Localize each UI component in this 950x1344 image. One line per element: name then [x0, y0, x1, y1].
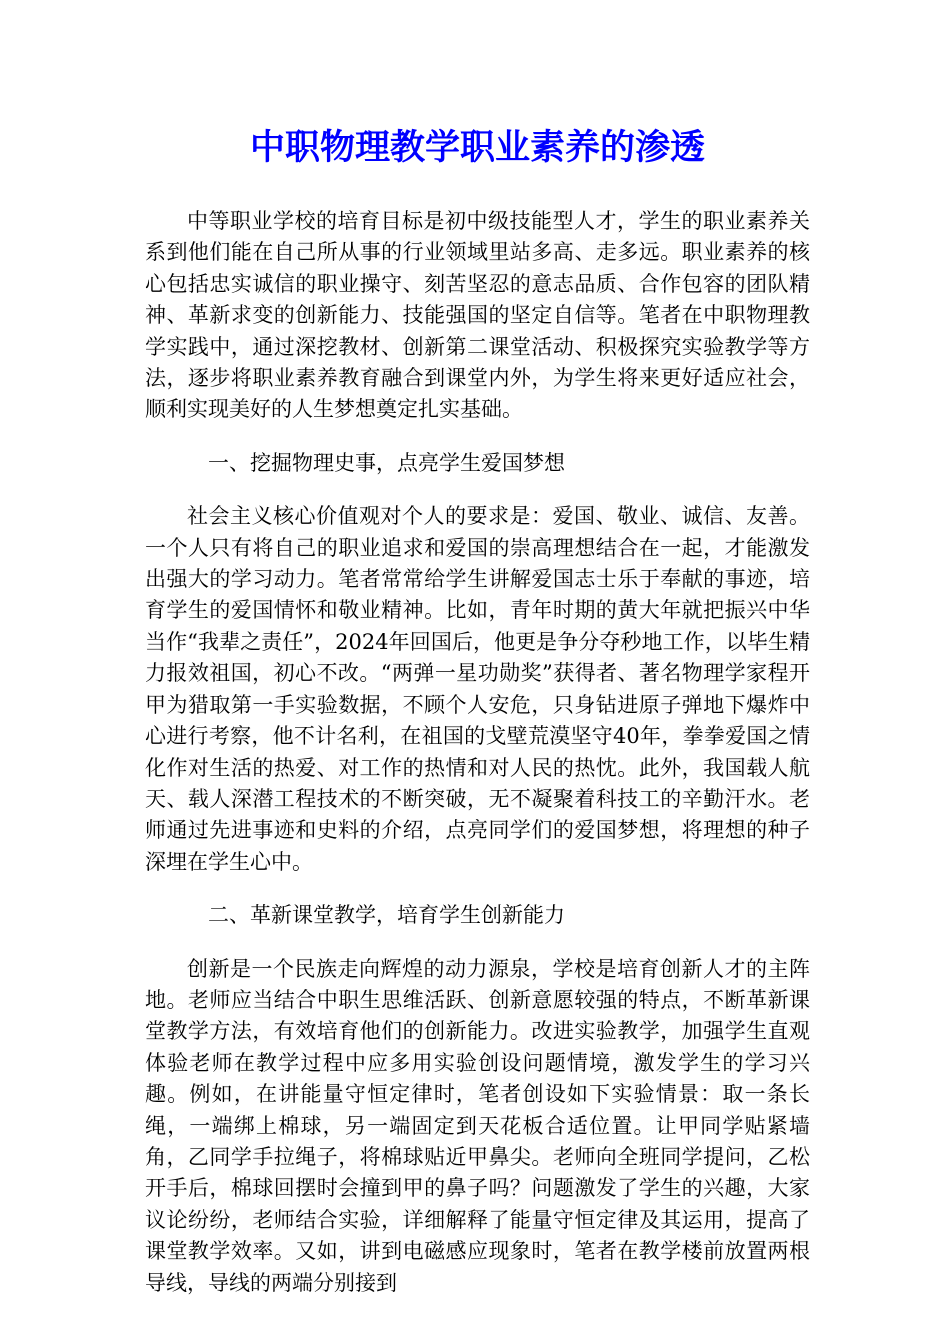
section-2-paragraph: 创新是一个民族走向辉煌的动力源泉，学校是培育创新人才的主阵地。老师应当结合中职生思维活跃、创新意愿较强的特点，不断革新课堂教学方法，有效培育他们的创新能力。改进实验教学，加强学生直观体验老师在教学过程中应多用实验创设问题情境，激发学生的学习兴趣。例如，在讲能量守恒定律时，笔者创设如下实验情景：取一条长绳，一端绑上棉球，另一端固定到天花板合适位置。让甲同学贴紧墙角，乙同学手拉绳子，将棉球贴近甲鼻尖。老师向全班同学提问，乙松开手后，棉球回摆时会撞到甲的鼻子吗？问题激发了学生的兴趣，大家议论纷纷，老师结合实验，详细解释了能量守恒定律及其运用，提高了课堂教学效率。又如，讲到电磁感应现象时，笔者在教学楼前放置两根导线，导线的两端分别接到: [145, 956, 810, 1295]
section-1-paragraph: 社会主义核心价值观对个人的要求是：爱国、敬业、诚信、友善。一个人只有将自己的职业追求和爱国的崇高理想结合在一起，才能激发出强大的学习动力。笔者常常给学生讲解爱国志士乐于奉献的事迹，培育学生的爱国情怀和敬业精神。比如，青年时期的黄大年就把振兴中华当作“我辈之责任”，2024年回国后，他更是争分夺秒地工作，以毕生精力报效祖国，初心不改。“两弹一星功勋奖”获得者、著名物理学家程开甲为猎取第一手实验数据，不顾个人安危，只身钻进原子弹地下爆炸中心进行考察，他不计名利，在祖国的戈壁荒漠坚守40年，拳拳爱国之情化作对生活的热爱、对工作的热情和对人民的热忱。此外，我国载人航天、载人深潜工程技术的不断突破，无不凝聚着科技工的辛勤汗水。老师通过先进事迹和史料的介绍，点亮同学们的爱国梦想，将理想的种子深埋在学生心中。: [145, 504, 810, 874]
document-page: [145, 118, 810, 1321]
document-title: 中职物理教学职业素养的渗透: [249, 127, 705, 168]
intro-paragraph: 中等职业学校的培育目标是初中级技能型人才，学生的职业素养关系到他们能在自己所从事的行业领域里站多高、走多远。职业素养的核心包括忠实诚信的职业操守、刻苦坚忍的意志品质、合作包容的团队精神、革新求变的创新能力、技能强国的坚定自信等。笔者在中职物理教学实践中，通过深挖教材、创新第二课堂活动、积极探究实验教学等方法，逐步将职业素养教育融合到课堂内外，为学生将来更好适应社会，顺利实现美好的人生梦想奠定扎实基础。: [145, 209, 810, 422]
section-heading-2: 二、革新课堂教学，培育学生创新能力: [208, 903, 565, 928]
section-heading-1: 一、挖掘物理史事，点亮学生爱国梦想: [208, 450, 565, 475]
